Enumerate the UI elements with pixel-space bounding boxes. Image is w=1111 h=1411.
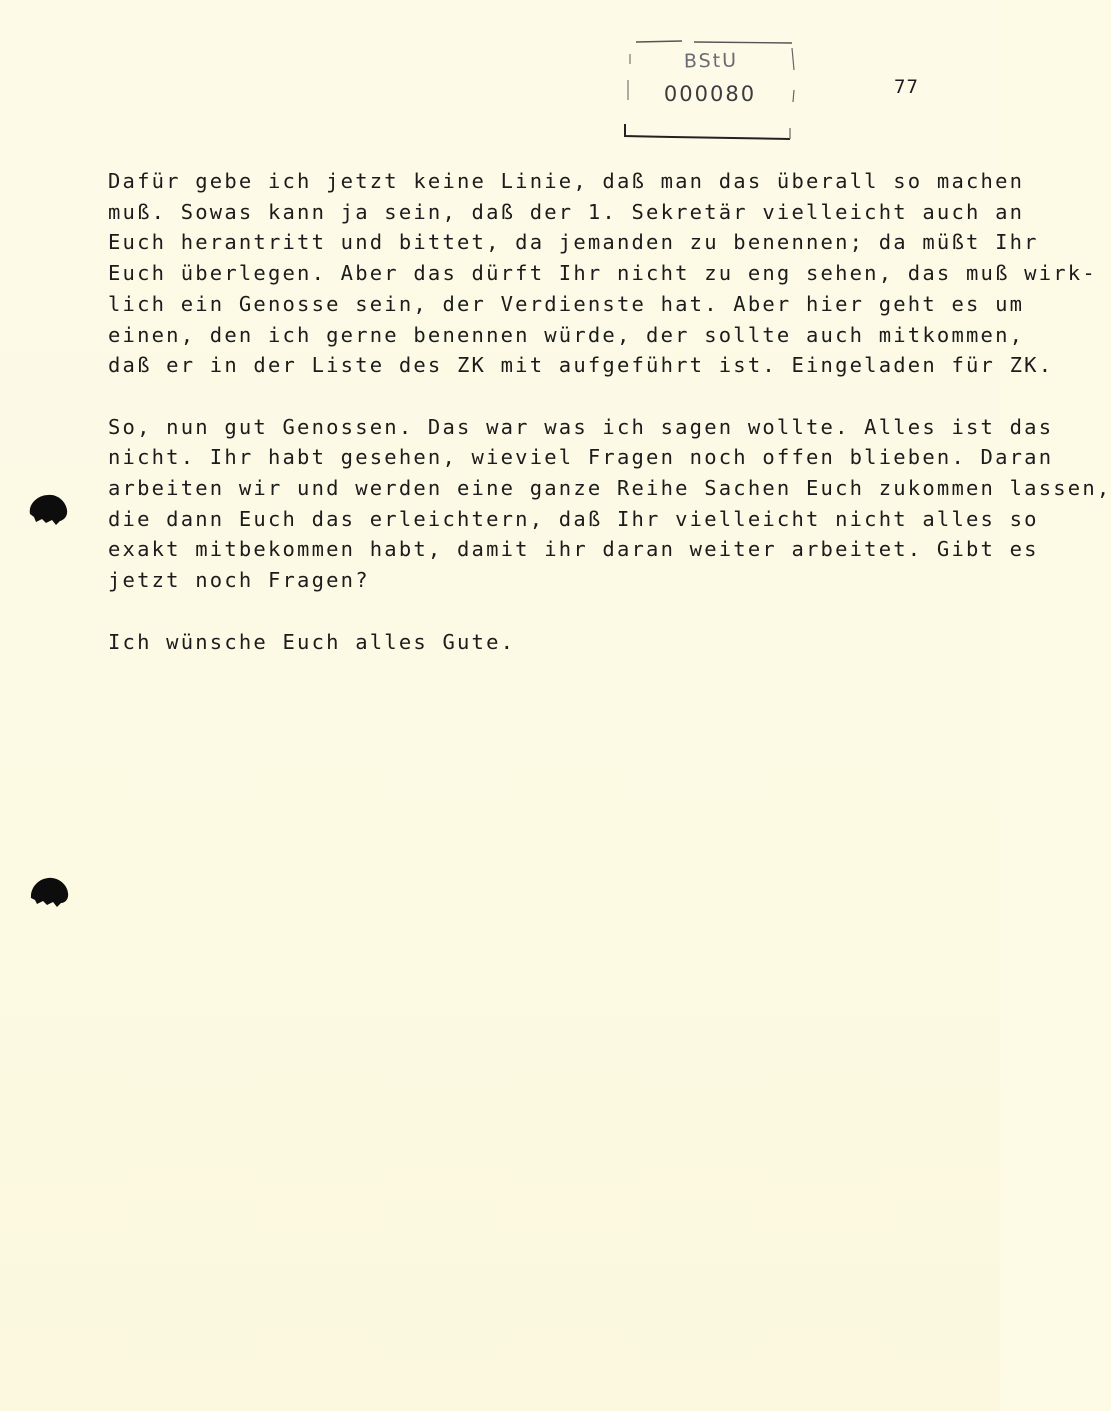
text-line: muß. Sowas kann ja sein, daß der 1. Sekretär vielleicht auch an <box>108 199 1025 224</box>
letter-body <box>108 166 1111 688</box>
punch-hole-mark <box>28 874 72 908</box>
text-line: Euch herantritt und bittet, da jemanden zu benennen; da müßt Ihr <box>108 230 1039 255</box>
text-line: nicht. Ihr habt gesehen, wieviel Fragen noch offen blieben. Daran <box>108 445 1054 470</box>
text-line: exakt mitbekommen habt, damit ihr daran weiter arbeitet. Gibt es <box>108 537 1039 562</box>
stamp-number: 000080 <box>663 82 757 106</box>
text-line: Dafür gebe ich jetzt keine Linie, daß man das überall so machen <box>108 169 1025 193</box>
text-line: So, nun gut Genossen. Das war was ich sagen wollte. Alles ist das <box>108 414 1054 439</box>
paragraph <box>108 166 1097 381</box>
text-line: lich ein Genosse sein, der Verdienste hat. Aber hier geht es um <box>108 291 1025 316</box>
text-line: Ich wünsche Euch alles Gute. <box>108 629 516 654</box>
text-line: Euch überlegen. Aber das dürft Ihr nicht zu eng sehen, das muß wirk- <box>108 261 1097 286</box>
text-line: jetzt noch Fragen? <box>108 568 370 593</box>
punch-hole-mark <box>26 492 70 526</box>
text-line: einen, den ich gerne benennen würde, der sollte auch mitkommen, <box>108 322 1025 347</box>
stamp-agency: BStU <box>683 49 739 73</box>
text-line: die dann Euch das erleichtern, daß Ihr vielleicht nicht alles so <box>108 506 1039 531</box>
page-number: 77 <box>894 76 919 98</box>
text-line: daß er in der Liste des ZK mit aufgeführt ist. Eingeladen für ZK. <box>108 353 1054 378</box>
archive-stamp <box>622 40 792 144</box>
paragraph <box>108 412 1111 596</box>
paragraph <box>108 627 978 658</box>
text-line: arbeiten wir und werden eine ganze Reihe Sachen Euch zukommen lassen, <box>108 476 1111 501</box>
